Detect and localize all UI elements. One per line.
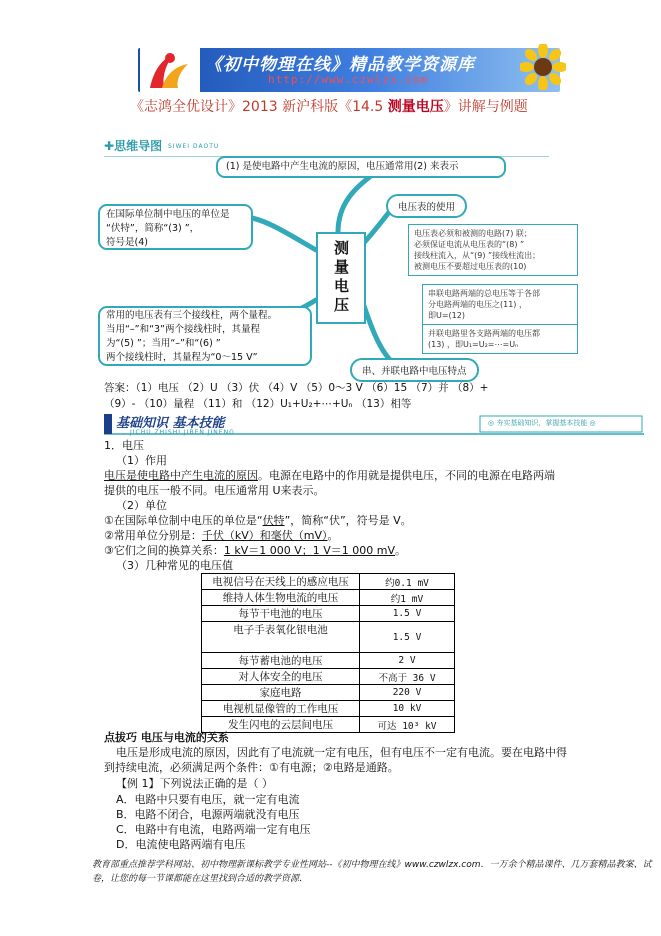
unit-item-2 bbox=[104, 528, 339, 543]
mindmap-section-title: ✚思维导图 bbox=[104, 139, 163, 153]
series-line: 分电路两端的电压之(11) ， bbox=[428, 300, 527, 309]
example-option-b: B．电路不闭合，电源两端就没有电压 bbox=[116, 808, 300, 821]
mindmap-box-series bbox=[422, 284, 578, 325]
unit-item-2-post: 。 bbox=[327, 529, 339, 542]
basic-knowledge-pinyin: JICHU ZHISHI JIBEN JINENG bbox=[130, 429, 235, 436]
section-1b-heading: （2）单位 bbox=[116, 499, 167, 512]
table-cell-value: 约0.1 mV bbox=[360, 574, 455, 590]
mindmap-box-parallel bbox=[422, 324, 578, 354]
tip-paragraph-1: 电压是形成电流的原因，因此有了电流就一定有电压，但有电压不一定有电流。要在电路中得 bbox=[116, 746, 567, 759]
table-cell-name: 对人体安全的电压 bbox=[202, 669, 360, 685]
definition-underlined: 电压是使电路中产生电流的原因 bbox=[104, 469, 258, 482]
unit-item-3-underlined: 1 kV＝1 000 V；1 V＝1 000 mV bbox=[223, 544, 396, 557]
table-row bbox=[202, 606, 455, 622]
usage-line: 电压表必须和被测的电路(7) 联； bbox=[414, 229, 532, 238]
basic-knowledge-title: 基础知识 基本技能 bbox=[116, 416, 225, 431]
doc-title-prefix: 《志鸿全优设计》2013 新沪科版《14.5 bbox=[130, 99, 388, 115]
unit-item-3-post: 。 bbox=[395, 544, 407, 557]
usage-line: 被测电压不要超过电压表的(10) bbox=[414, 262, 527, 271]
unit-item-1-pre: ①在国际单位制中电压的单位是“ bbox=[104, 514, 263, 527]
common-voltage-table bbox=[201, 573, 455, 733]
mindmap-definition-text: (1) 是使电路中产生电流的原因，电压通常用(2) 来表示 bbox=[226, 161, 459, 172]
table-cell-name: 发生闪电的云层间电压 bbox=[202, 717, 360, 733]
table-cell-name: 每节蓄电池的电压 bbox=[202, 653, 360, 669]
unit-item-1 bbox=[104, 513, 412, 528]
banner-title: 《初中物理在线》精品教学资源库 bbox=[205, 55, 475, 75]
unit-item-2-underlined: 千伏（kV）和毫伏（mV） bbox=[201, 529, 328, 542]
usage-line: 接线柱流入，从“(9) ”接线柱流出； bbox=[414, 251, 541, 260]
mindmap-box-usage-rules bbox=[408, 224, 578, 276]
example-option-d: D．电流使电路两端有电压 bbox=[116, 838, 246, 851]
table-cell-name: 电视机显像管的工作电压 bbox=[202, 701, 360, 717]
example-option-c: C．电路中有电流，电路两端一定有电压 bbox=[116, 823, 311, 836]
usage-line: 必须保证电流从电压表的“(8) ” bbox=[414, 240, 525, 249]
tip-paragraph-2: 到持续电流，必须满足两个条件：①有电源；②电路是通路。 bbox=[104, 761, 399, 774]
mindmap-pill-usage: 电压表的使用 bbox=[386, 194, 467, 218]
paragraph-function-line2: 提供的电压一般不同。电压通常用 U来表示。 bbox=[104, 484, 325, 497]
table-cell-name: 电子手表氧化银电池 bbox=[202, 622, 360, 653]
series-line: 串联电路两端的总电压等于各部 bbox=[428, 289, 540, 298]
basic-knowledge-note: ◎ 夯实基础知识，掌握基本技能 ◎ bbox=[488, 419, 596, 427]
table-cell-name: 维持人体生物电流的电压 bbox=[202, 590, 360, 606]
mindmap-center-node: 测量电压 bbox=[316, 232, 366, 324]
table-cell-name: 电视信号在天线上的感应电压 bbox=[202, 574, 360, 590]
section-1c-heading: （3）几种常见的电压值 bbox=[116, 559, 233, 572]
table-row bbox=[202, 717, 455, 733]
mindmap-pill-series-parallel: 串、并联电路中电压特点 bbox=[350, 358, 479, 382]
terminals-line: 为“(5) ”；当用“–”和“(6) ” bbox=[106, 338, 221, 349]
table-row bbox=[202, 622, 455, 653]
table-cell-value: 2 V bbox=[360, 653, 455, 669]
table-cell-name: 家庭电路 bbox=[202, 685, 360, 701]
unit-line: 符号是(4) bbox=[106, 237, 148, 248]
parallel-line: (13) ，即U₁=U₂=⋯=Uₙ bbox=[428, 340, 519, 349]
table-cell-name: 每节干电池的电压 bbox=[202, 606, 360, 622]
example-option-a: A．电路中只要有电压，就一定有电流 bbox=[116, 793, 300, 806]
table-cell-value: 不高于 36 V bbox=[360, 669, 455, 685]
unit-item-2-pre: ②常用单位分别是： bbox=[104, 529, 202, 542]
table-cell-value: 220 V bbox=[360, 685, 455, 701]
parallel-line: 并联电路里各支路两端的电压都 bbox=[428, 329, 540, 338]
series-line: 即U=(12) bbox=[428, 311, 465, 320]
table-row bbox=[202, 590, 455, 606]
table-cell-value: 1.5 V bbox=[360, 622, 455, 653]
answers-line-1: 答案：（1）电压 （2）U （3）伏 （4）V （5）0～3 V （6）15 （7）并 （8）+ bbox=[104, 382, 489, 394]
doc-title-suffix: 》讲解与例题 bbox=[443, 99, 528, 115]
table-cell-value: 10 kV bbox=[360, 701, 455, 717]
answers-line-2: （9）- （10）量程 （11）和 （12）U₁+U₂+⋯+Uₙ （13）相等 bbox=[104, 398, 412, 410]
table-cell-value: 约1 mV bbox=[360, 590, 455, 606]
mindmap-header-label: 思维导图 bbox=[114, 139, 163, 153]
unit-line: 在国际单位制中电压的单位是 bbox=[106, 209, 230, 220]
table-cell-value: 1.5 V bbox=[360, 606, 455, 622]
terminals-line: 常用的电压表有三个接线柱，两个量程。 bbox=[106, 310, 278, 321]
definition-rest: 。电源在电路中的作用就是提供电压，不同的电源在电路两端 bbox=[258, 469, 555, 482]
tip-heading: 点拔巧 电压与电流的关系 bbox=[104, 731, 229, 744]
unit-item-3-pre: ③它们之间的换算关系： bbox=[104, 544, 224, 557]
table-row bbox=[202, 701, 455, 717]
mindmap-box-definition bbox=[216, 156, 506, 178]
table-row bbox=[202, 685, 455, 701]
table-cell-value: 可达 10³ kV bbox=[360, 717, 455, 733]
table-row bbox=[202, 653, 455, 669]
unit-item-3 bbox=[104, 543, 406, 558]
terminals-line: 两个接线柱时，其量程为“0～15 V” bbox=[106, 352, 258, 363]
page-footer: 教育部重点推荐学科网站、初中物理新课标教学专业性网站--《初中物理在线》www.czwlzx.com．一万余个精品课件、几万套精品教案、试卷，让您的每一节课都能在这里找到合适的教学资源． bbox=[92, 860, 652, 884]
section-1a-heading: （1）作用 bbox=[116, 454, 167, 467]
unit-item-1-underlined: 伏特 bbox=[262, 514, 285, 527]
mindmap-box-terminals bbox=[98, 306, 312, 366]
banner-url[interactable]: http://www.czwlzx.com bbox=[268, 73, 429, 86]
mindmap-box-unit bbox=[98, 204, 253, 250]
unit-item-1-post: ”，简称“伏”，符号是 V。 bbox=[284, 514, 412, 527]
terminals-line: 当用“–”和“3”两个接线柱时，其量程 bbox=[106, 324, 260, 335]
paragraph-function bbox=[104, 468, 555, 483]
table-row bbox=[202, 669, 455, 685]
section-1-heading: 1．电压 bbox=[104, 439, 144, 452]
doc-title-highlight: 测量电压 bbox=[387, 99, 444, 115]
unit-line: “伏特”，简称“(3) ”， bbox=[106, 223, 200, 234]
table-row bbox=[202, 574, 455, 590]
example-stem: 【例 1】下列说法正确的是（ ） bbox=[116, 777, 273, 790]
mindmap-section-pinyin: SIWEI DAOTU bbox=[168, 143, 220, 150]
